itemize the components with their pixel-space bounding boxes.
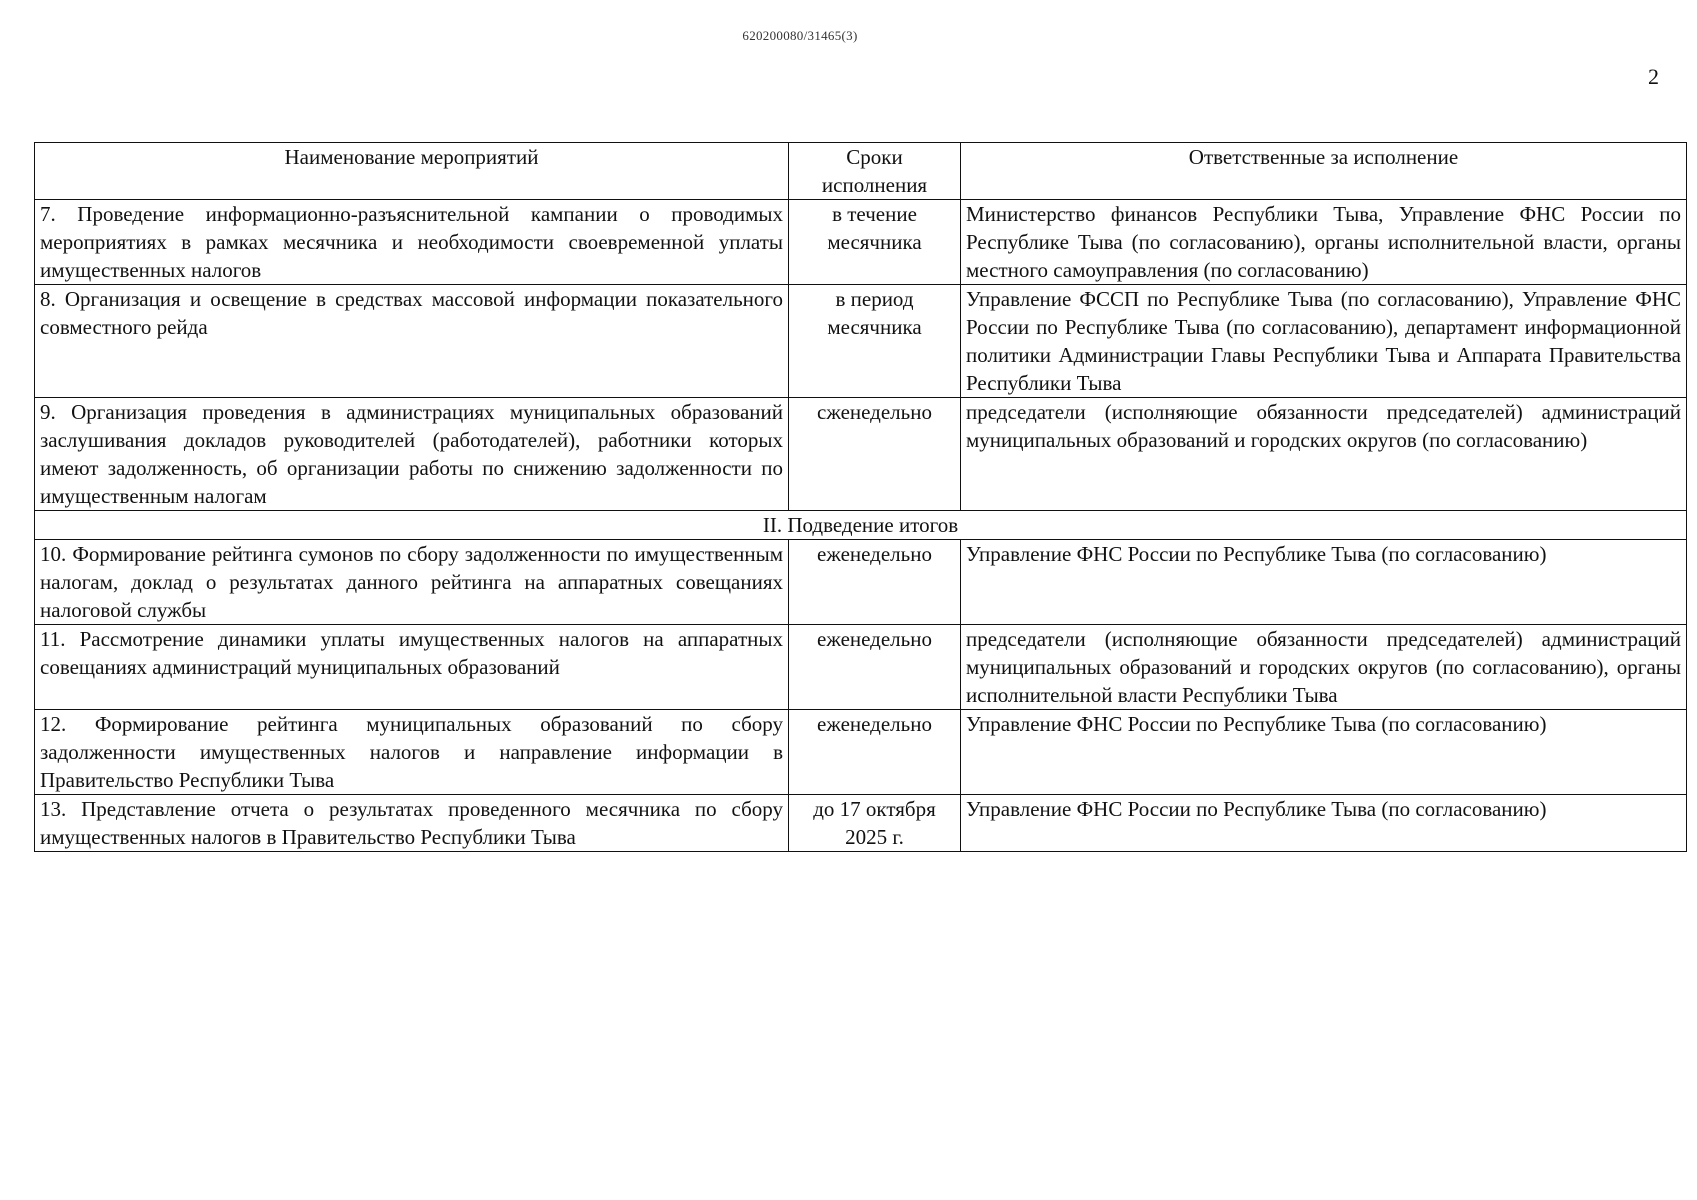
table-row [35,625,1687,710]
header-name: Наименование мероприятий [35,143,789,200]
section-title: II. Подведение итогов [35,511,1687,540]
table-row [35,795,1687,852]
event-term: еженедельно [789,710,961,795]
event-name: 8. Организация и освещение в средствах массовой информации показательного совместного рейда [35,285,789,398]
event-responsible: Управление ФССП по Республике Тыва (по согласованию), Управление ФНС России по Республике Тыва (по согласованию), департамент информационной политики Администрации Главы Республики Тыва и Аппарата Правительства Республики Тыва [961,285,1687,398]
event-responsible: председатели (исполняющие обязанности председателей) администраций муниципальных образований и городских округов (по согласованию) [961,398,1687,511]
event-term: до 17 октября 2025 г. [789,795,961,852]
event-responsible: Управление ФНС России по Республике Тыва (по согласованию) [961,710,1687,795]
page-number: 2 [1648,64,1659,89]
event-responsible: Управление ФНС России по Республике Тыва (по согласованию) [961,795,1687,852]
event-name: 9. Организация проведения в администрациях муниципальных образований заслушивания докладов руководителей (работодателей), работники которых имеют задолженность, об организации работы по снижению задолженности по имущественным налогам [35,398,789,511]
header-responsible: Ответственные за исполнение [961,143,1687,200]
event-name: 13. Представление отчета о результатах проведенного месячника по сбору имущественных налогов в Правительство Республики Тыва [35,795,789,852]
section-row [35,511,1687,540]
table-row [35,710,1687,795]
document-id: 620200080/31465(3) [742,28,858,43]
event-responsible: Управление ФНС России по Республике Тыва (по согласованию) [961,540,1687,625]
table-header-row [35,143,1687,200]
table-row [35,540,1687,625]
event-responsible: председатели (исполняющие обязанности председателей) администраций муниципальных образований и городских округов (по согласованию), органы исполнительной власти Республики Тыва [961,625,1687,710]
event-term: еженедельно [789,625,961,710]
table-row [35,200,1687,285]
event-responsible: Министерство финансов Республики Тыва, Управление ФНС России по Республике Тыва (по согласованию), органы исполнительной власти, органы местного самоуправления (по согласованию) [961,200,1687,285]
event-term: в течение месячника [789,200,961,285]
events-table [34,142,1687,852]
table-row [35,285,1687,398]
event-name: 12. Формирование рейтинга муниципальных образований по сбору задолженности имущественных налогов и направление информации в Правительство Республики Тыва [35,710,789,795]
header-term: Сроки исполнения [789,143,961,200]
event-name: 7. Проведение информационно-разъяснительной кампании о проводимых мероприятиях в рамках месячника и необходимости своевременной уплаты имущественных налогов [35,200,789,285]
table-row [35,398,1687,511]
event-term: еженедельно [789,540,961,625]
event-term: сженедельно [789,398,961,511]
event-name: 11. Рассмотрение динамики уплаты имущественных налогов на аппаратных совещаниях администраций муниципальных образований [35,625,789,710]
event-term: в период месячника [789,285,961,398]
event-name: 10. Формирование рейтинга сумонов по сбору задолженности по имущественным налогам, доклад о результатах данного рейтинга на аппаратных совещаниях налоговой службы [35,540,789,625]
